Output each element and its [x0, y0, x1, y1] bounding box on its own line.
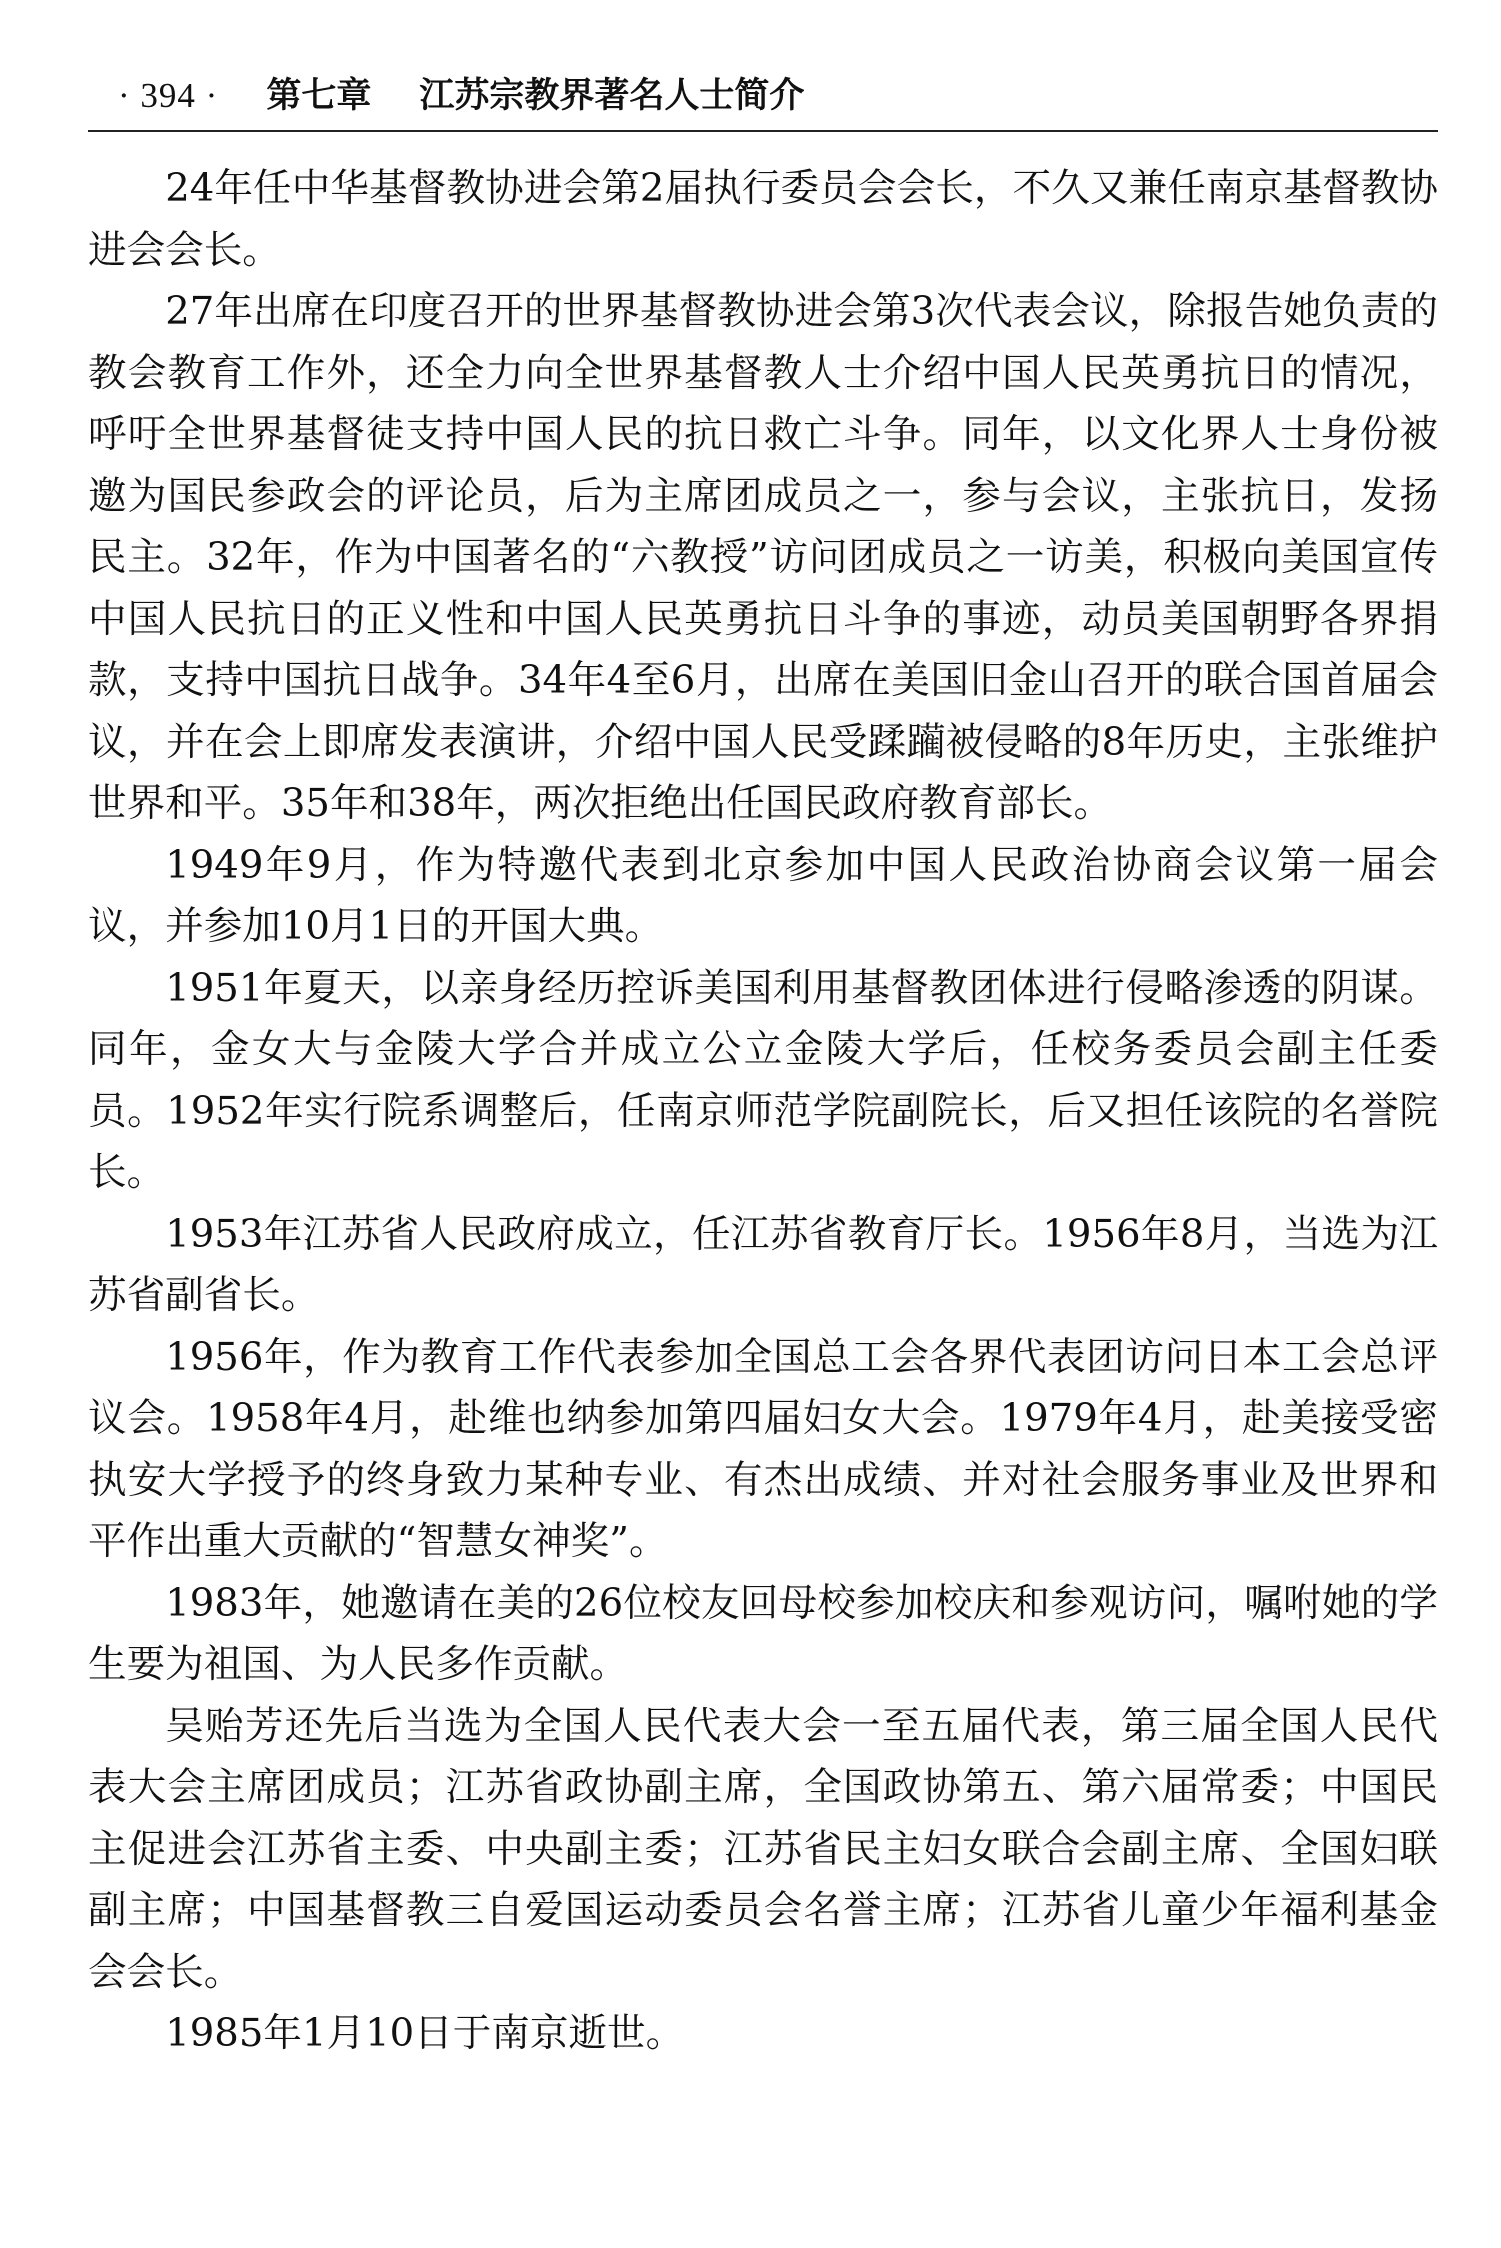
paragraph: 1953年江苏省人民政府成立，任江苏省教育厅长。1956年8月，当选为江苏省副省长。	[88, 1211, 1438, 1318]
paragraph: 吴贻芳还先后当选为全国人民代表大会一至五届代表，第三届全国人民代表大会主席团成员；江苏省政协副主席，全国政协第五、第六届常委；中国民主促进会江苏省主委、中央副主委；江苏省民主妇女联合会副主席、全国妇联副主席；中国基督教三自爱国运动委员会名誉主席；江苏省儿童少年福利基金会会长。	[88, 1703, 1438, 1995]
body-text	[88, 158, 1438, 2065]
paragraph: 1983年，她邀请在美的26位校友回母校参加校庆和参观访问，嘱咐她的学生要为祖国、为人民多作贡献。	[88, 1580, 1438, 1687]
paragraph: 1949年9月，作为特邀代表到北京参加中国人民政治协商会议第一届会议，并参加10月1日的开国大典。	[88, 842, 1438, 949]
header-divider	[88, 130, 1438, 132]
paragraph: 1985年1月10日于南京逝世。	[165, 2011, 685, 2056]
running-header	[118, 66, 1438, 126]
paragraph: 27年出席在印度召开的世界基督教协进会第3次代表会议，除报告她负责的教会教育工作外，还全力向全世界基督教人士介绍中国人民英勇抗日的情况，呼吁全世界基督徒支持中国人民的抗日救亡斗争。同年，以文化界人士身份被邀为国民参政会的评论员，后为主席团成员之一，参与会议，主张抗日，发扬民主。32年，作为中国著名的“六教授”访问团成员之一访美，积极向美国宣传中国人民抗日的正义性和中国人民英勇抗日斗争的事迹，动员美国朝野各界捐款，支持中国抗日战争。34年4至6月，出席在美国旧金山召开的联合国首届会议，并在会上即席发表演讲，介绍中国人民受蹂躏被侵略的8年历史，主张维护世界和平。35年和38年，两次拒绝出任国民政府教育部长。	[88, 289, 1438, 826]
paragraph: 1951年夏天，以亲身经历控诉美国利用基督教团体进行侵略渗透的阴谋。同年，金女大与金陵大学合并成立公立金陵大学后，任校务委员会副主任委员。1952年实行院系调整后，任南京师范学院副院长，后又担任该院的名誉院长。	[88, 965, 1438, 1195]
page-number: · 394 ·	[118, 76, 219, 115]
chapter-title: 江苏宗教界著名人士简介	[419, 76, 805, 116]
paragraph: 24年任中华基督教协进会第2届执行委员会会长，不久又兼任南京基督教协进会会长。	[88, 166, 1438, 273]
chapter-label: 第七章	[266, 76, 372, 116]
paragraph: 1956年，作为教育工作代表参加全国总工会各界代表团访问日本工会总评议会。1958年4月，赴维也纳参加第四届妇女大会。1979年4月，赴美接受密执安大学授予的终身致力某种专业、有杰出成绩、并对社会服务事业及世界和平作出重大贡献的“智慧女神奖”。	[88, 1334, 1438, 1564]
